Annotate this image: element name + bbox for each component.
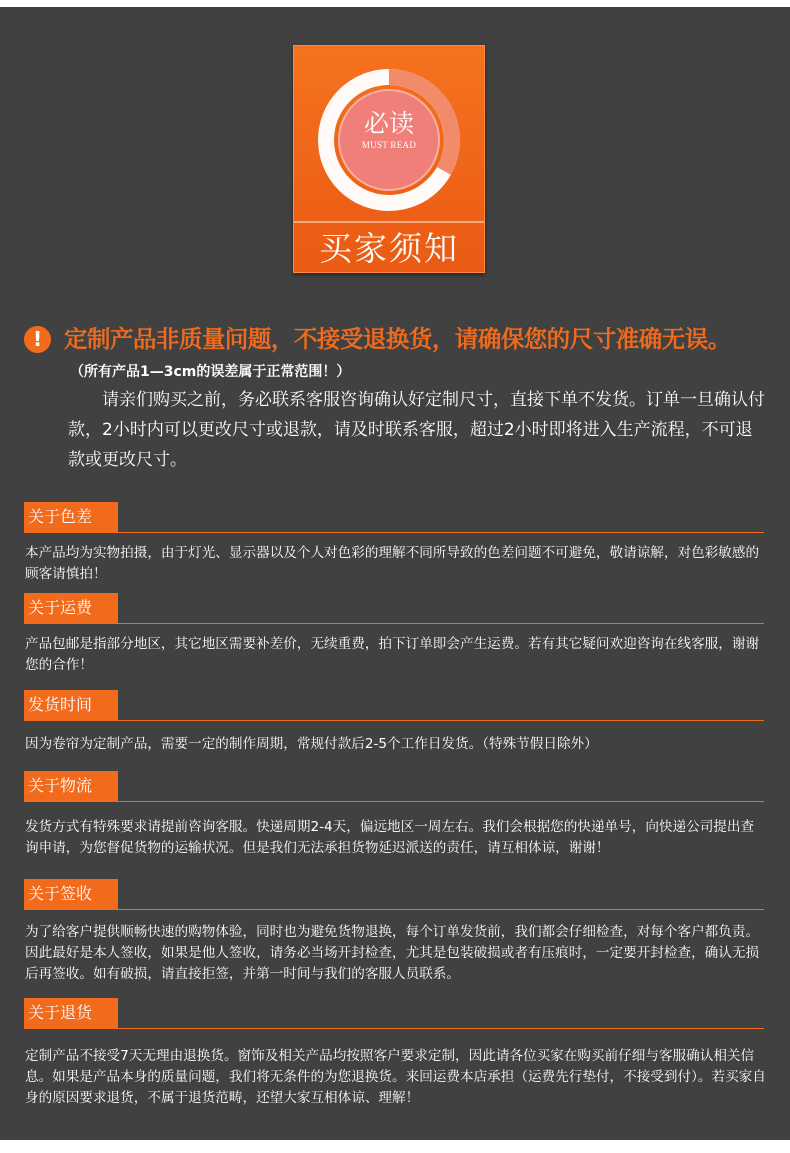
section-body-returns: 定制产品不接受7天无理由退换货。窗饰及相关产品均按照客户要求定制，因此请各位买家在购买前仔细与客服确认相关信息。如果是产品本身的质量问题，我们将无条件的为您退换货。来回运费本店承担（运费先行垫付，不接受到付）。若买家自身的原因要求退货，不属于退货范畴，还望大家互相体谅、理解！ [25,1048,766,1106]
notice-panel [0,7,790,1140]
tolerance-note: （所有产品1—3cm的误差属于正常范围！） [70,364,351,380]
section-body-delivery-time: 因为卷帘为定制产品，需要一定的制作周期，常规付款后2-5个工作日发货。（特殊节假日除外） [25,736,598,752]
section-header-signing [24,879,764,910]
section-title-color: 关于色差 [24,502,118,532]
must-read-en: MUST READ [361,140,417,150]
section-title-returns: 关于退货 [24,998,118,1028]
must-read-cn: 必读 [363,109,414,138]
section-title-signing: 关于签收 [24,879,118,909]
section-header-logistics [24,771,764,802]
section-header-shipping-fee [24,593,764,624]
section-header-delivery-time [24,690,764,721]
must-read-badge [293,45,485,273]
section-header-color [24,502,764,533]
warning-title: 定制产品非质量问题，不接受退换货，请确保您的尺寸准确无误。 [64,325,731,353]
section-body-color: 本产品均为实物拍摄，由于灯光、显示器以及个人对色彩的理解不同所导致的色差问题不可避免，敬请谅解，对色彩敏感的顾客请慎拍！ [25,545,760,582]
section-title-delivery-time: 发货时间 [24,690,118,720]
section-body-shipping-fee: 产品包邮是指部分地区，其它地区需要补差价，无续重费，拍下订单即会产生运费。若有其它疑问欢迎咨询在线客服，谢谢您的合作！ [25,636,760,673]
warning-body-text: 请亲们购买之前，务必联系客服咨询确认好定制尺寸，直接下单不发货。订单一旦确认付款，2小时内可以更改尺寸或退款，请及时联系客服，超过2小时即将进入生产流程，不可退款或更改尺寸。 [68,390,765,470]
section-title-shipping-fee: 关于运费 [24,593,118,623]
section-body-logistics: 发货方式有特殊要求请提前咨询客服。快递周期2-4天，偏远地区一周左右。我们会根据您的快递单号，向快递公司提出查询申请，为您督促货物的运输状况。但是我们无法承担货物延迟派送的责任，请互相体谅，谢谢！ [25,819,755,856]
section-header-returns [24,998,764,1029]
exclamation-icon: ! [24,326,51,353]
section-body-signing: 为了给客户提供顺畅快速的购物体验，同时也为避免货物退换，每个订单发货前，我们都会仔细检查，对每个客户都负责。因此最好是本人签收，如果是他人签收，请务必当场开封检查，尤其是包装破损或者有压痕时，一定要开封检查，确认无损后再签收。如有破损，请直接拒签，并第一时间与我们的客服人员联系。 [25,924,760,982]
section-title-logistics: 关于物流 [24,771,118,801]
warning-body [68,385,768,475]
buyer-notice-title: 买家须知 [319,229,459,268]
